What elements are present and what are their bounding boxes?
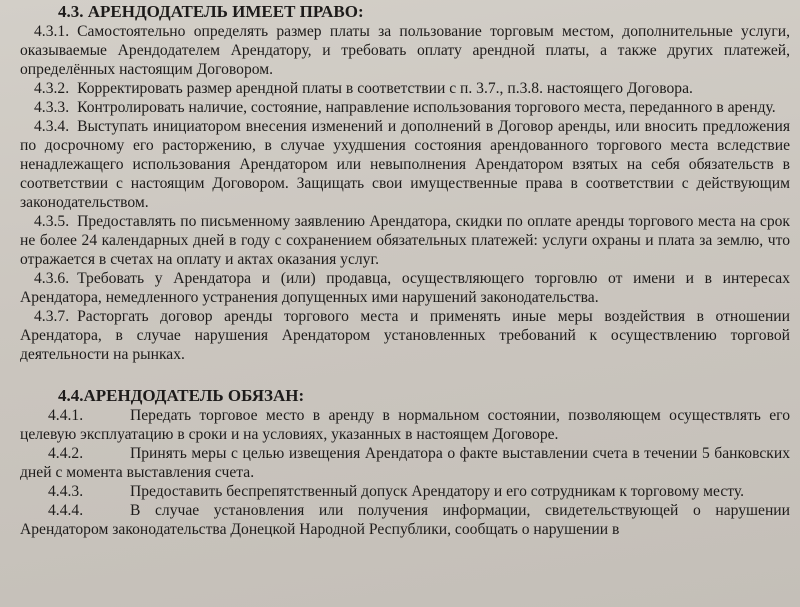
clause-number: 4.3.4. (34, 118, 70, 135)
clause-text: Выступать инициатором внесения изменений и дополнений в Договор аренды, или вносить предложения по досрочному его расторжению, в случае ухудшения состояния арендованного торгового места вследствие ненадлежащего использования Арендатором или невыполнения Арендатором взятых на себя обязательств в соответствии с настоящим Договором. Защищать свои имущественные права в соответствии с действующим законодательством. (20, 118, 790, 211)
clause-4-3-5 (20, 212, 790, 269)
clause-4-4-2 (20, 444, 790, 482)
clause-number: 4.4.4. (48, 502, 84, 519)
clause-text: Самостоятельно определять размер платы за пользование торговым местом, дополнительные услуги, оказываемые Арендодателем Арендатору, и требовать оплату арендной платы, а также других платежей, определённых настоящим Договором. (20, 23, 790, 78)
clause-text: Расторгать договор аренды торгового места и применять иные меры воздействия в отношении Арендатора, в случае нарушения Арендатором установленных требований к осуществлению торговой деятельности на рынках. (20, 308, 790, 363)
clause-4-3-3 (20, 98, 790, 117)
clause-text: Предоставить беспрепятственный допуск Арендатору и его сотрудникам к торговому месту. (130, 483, 744, 500)
clause-number: 4.3.7. (34, 308, 70, 325)
clause-number: 4.3.3. (34, 99, 70, 116)
clause-number: 4.4.3. (48, 483, 84, 500)
clause-4-3-4 (20, 117, 790, 212)
clause-text: Требовать у Арендатора и (или) продавца, осуществляющего торговлю от имени и в интересах Арендатора, немедленного устранения допущенных ими нарушений законодательства. (20, 270, 790, 306)
clause-number: 4.3.2. (34, 80, 70, 97)
section-spacer (20, 364, 790, 386)
clause-4-4-3 (20, 482, 790, 501)
clause-4-4-4 (20, 501, 790, 539)
clause-number: 4.4.1. (48, 407, 84, 424)
clause-text: Контролировать наличие, состояние, направление использования торгового места, переданного в аренду. (77, 99, 776, 116)
section-heading-4-3: 4.3. АРЕНДОДАТЕЛЬ ИМЕЕТ ПРАВО: (58, 2, 364, 21)
clause-4-3-1 (20, 22, 790, 79)
document-body (20, 2, 790, 539)
clause-4-3-7 (20, 307, 790, 364)
clause-text: В случае установления или получения информации, свидетельствующей о нарушении Арендатором законодательства Донецкой Народной Республики, сообщать о нарушении в (20, 502, 790, 538)
clause-number: 4.3.6. (34, 270, 70, 287)
clause-4-3-2 (20, 79, 790, 98)
clause-number: 4.3.1. (34, 23, 70, 40)
clause-number: 4.4.2. (48, 445, 84, 462)
clause-text: Корректировать размер арендной платы в соответствии с п. 3.7., п.3.8. настоящего Договора. (77, 80, 693, 97)
clause-4-4-1 (20, 406, 790, 444)
clause-4-3-6 (20, 269, 790, 307)
clause-number: 4.3.5. (34, 213, 70, 230)
clause-text: Предоставлять по письменному заявлению Арендатора, скидки по оплате аренды торгового места на срок не более 24 календарных дней в году с сохранением обязательных платежей: услуги охраны и плата за землю, что отражается в счетах на оплату и актах оказания услуг. (20, 213, 790, 268)
clause-text: Передать торговое место в аренду в нормальном состоянии, позволяющем осуществлять его целевую эксплуатацию в сроки и на условиях, указанных в настоящем Договоре. (20, 407, 790, 443)
clause-text: Принять меры с целью извещения Арендатора о факте выставлении счета в течении 5 банковских дней с момента выставления счета. (20, 445, 790, 481)
section-heading-4-4: 4.4.АРЕНДОДАТЕЛЬ ОБЯЗАН: (58, 386, 305, 405)
